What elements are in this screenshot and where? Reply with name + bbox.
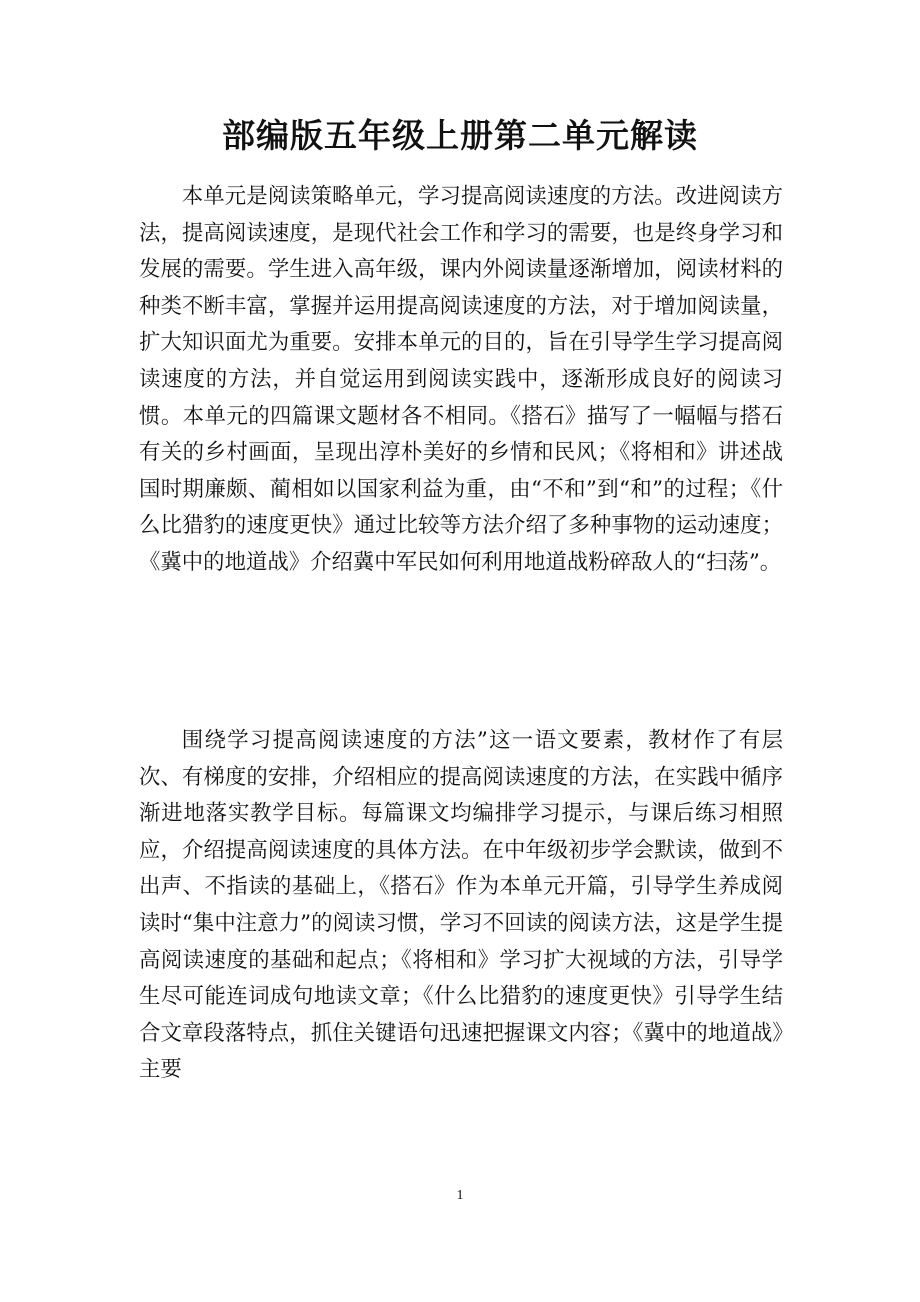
- page-number: 1: [456, 1188, 464, 1203]
- document-title: 部编版五年级上册第二单元解读: [222, 116, 698, 155]
- body-paragraph: 本单元是阅读策略单元，学习提高阅读速度的方法。改进阅读方法，提高阅读速度，是现代社会工作和学习的需要，也是终身学习和发展的需要。学生进入高年级，课内外阅读量逐渐增加，阅读材料的种类不断丰富，掌握并运用提高阅读速度的方法，对于增加阅读量，扩大知识面尤为重要。安排本单元的目的，旨在引导学生学习提高阅读速度的方法，并自觉运用到阅读实践中，逐渐形成良好的阅读习惯。本单元的四篇课文题材各不相同。《搭石》描写了一幅幅与搭石有关的乡村画面，呈现出淳朴美好的乡情和民风；《将相和》讲述战国时期廉颇、蔺相如以国家利益为重，由“不和”到“和”的过程；《什么比猎豹的速度更快》通过比较等方法介绍了多种事物的运动速度；《冀中的地道战》介绍冀中军民如何利用地道战粉碎敌人的“扫荡”。: [139, 184, 783, 575]
- body-paragraph: 围绕学习提高阅读速度的方法”这一语文要素，教材作了有层次、有梯度的安排，介绍相应的提高阅读速度的方法，在实践中循序渐进地落实教学目标。每篇课文均编排学习提示，与课后练习相照应，介绍提高阅读速度的具体方法。在中年级初步学会默读，做到不出声、不指读的基础上，《搭石》作为本单元开篇，引导学生养成阅读时“集中注意力”的阅读习惯，学习不回读的阅读方法，这是学生提高阅读速度的基础和起点；《将相和》学习扩大视域的方法，引导学生尽可能连词成句地读文章；《什么比猎豹的速度更快》引导学生结合文章段落特点，抓住关键语句迅速把握课文内容；《冀中的地道战》主要: [139, 728, 783, 1083]
